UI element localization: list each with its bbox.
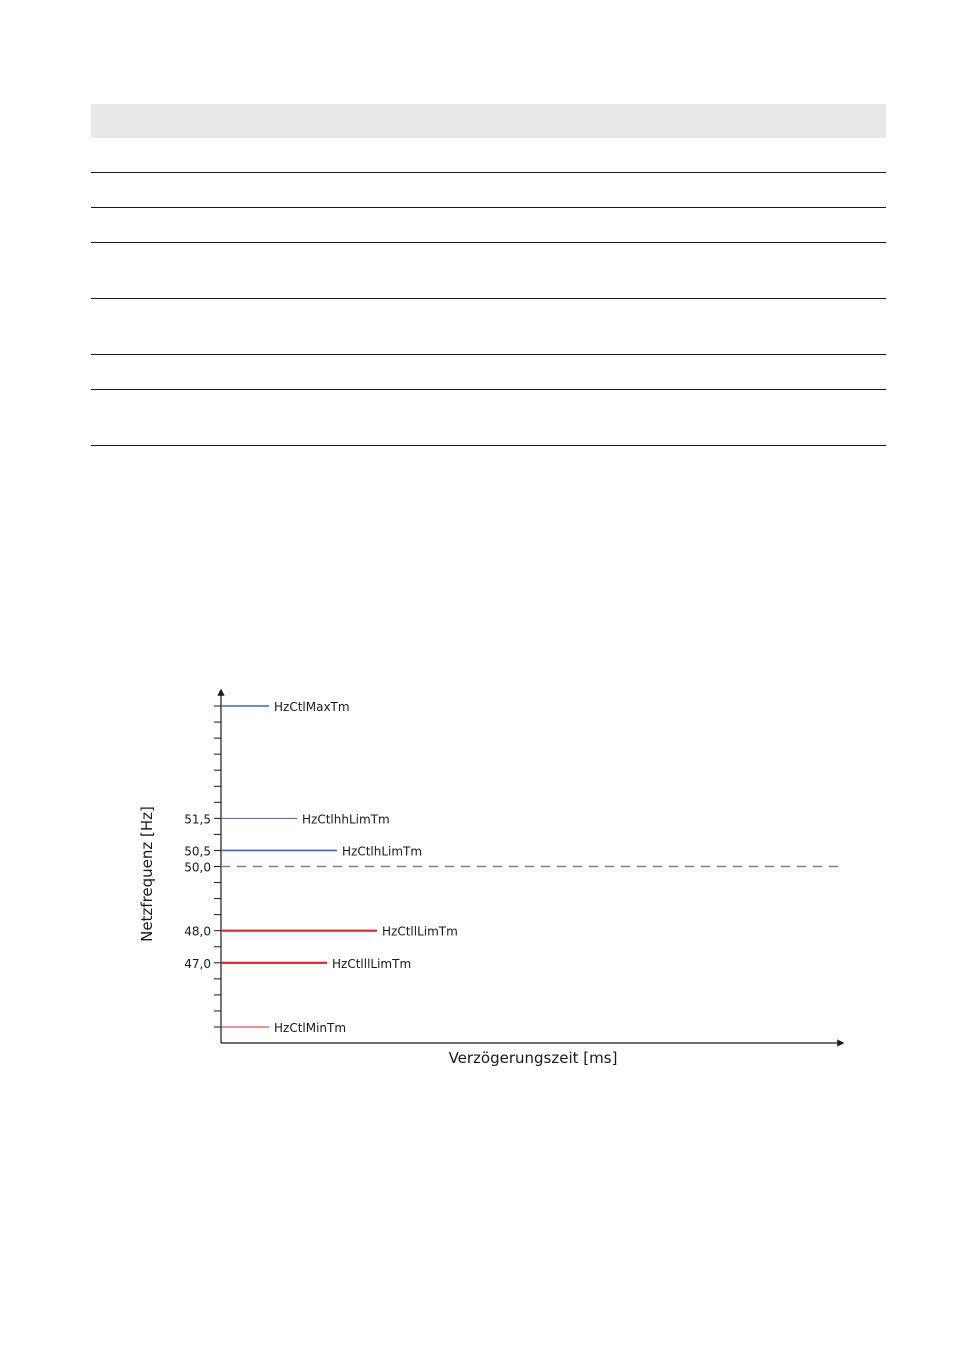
series-label-HzCtllLimTm: HzCtllLimTm xyxy=(382,924,458,939)
y-tick-label: 47,0 xyxy=(184,956,211,971)
y-axis-ticks xyxy=(184,706,221,1027)
chart-series xyxy=(221,700,840,1035)
y-axis-label: Netzfrequenz [Hz] xyxy=(138,806,156,942)
y-tick-label: 50,0 xyxy=(184,860,211,875)
series-label-HzCtlhhLimTm: HzCtlhhLimTm xyxy=(302,812,390,827)
y-tick-label: 51,5 xyxy=(184,812,211,827)
series-label-HzCtlllLimTm: HzCtlllLimTm xyxy=(332,956,412,971)
series-label-HzCtlMinTm: HzCtlMinTm xyxy=(274,1021,347,1035)
series-label-HzCtlhLimTm: HzCtlhLimTm xyxy=(342,844,423,859)
y-tick-label: 50,5 xyxy=(184,844,211,859)
x-axis-label: Verzögerungszeit [ms] xyxy=(448,1049,618,1067)
series-label-HzCtlMaxTm: HzCtlMaxTm xyxy=(274,700,350,714)
y-tick-label: 48,0 xyxy=(184,924,211,939)
